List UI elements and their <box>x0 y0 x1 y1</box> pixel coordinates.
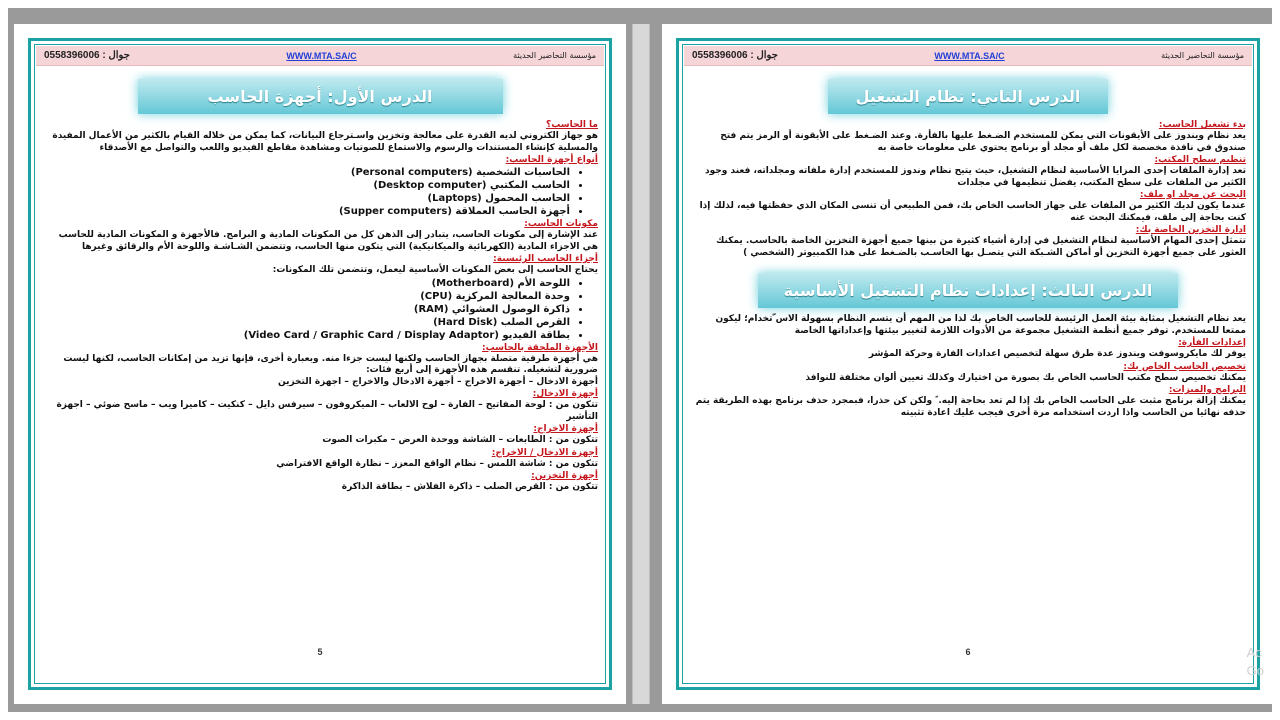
list-item: • الحاسب المكتبي (Desktop computer) <box>42 179 570 192</box>
section-heading: بدء تشغيل الحاسب: <box>1158 120 1246 130</box>
list-item: • أجهزة الحاسب العملاقة (Supper computers) <box>42 205 570 218</box>
section-heading: الأجهزة الملحقة بالحاسب: <box>482 342 598 353</box>
paragraph: تتكون من : الطابعات – الشاشة ووحدة العرض – مكبرات الصوت <box>322 435 598 445</box>
section-heading: تنظيم سطح المكتب: <box>1154 155 1246 165</box>
paragraph: يمكنك إزالة برنامج مثبت على الحاسب الخاص بك إذا لم تعد بحاجة إليه. ً ولكن كن حذرا، فبمجرد حذف برنامج بهذه الطريقة يتم حذفه نهائيا من الحاسب واذا اردت استخدامه مرة أخرى فيجب عليك اعادة تثبيته <box>695 396 1246 418</box>
header-org: مؤسسة التحاضير الحديثة <box>513 51 596 60</box>
book-spine <box>632 24 650 704</box>
page-number: 6 <box>965 647 971 657</box>
page-6 <box>662 24 1274 704</box>
page-header <box>684 46 1252 66</box>
activation-watermark: Ac Go <box>1246 645 1264 678</box>
paragraph: هو جهاز الكتروني لديه القدرة على معالجة وتخزين واسـترجاع البيانات، كما يمكن من خلاله القيام بالكثير من الأعمال المفيدة والمسلية كإنشاء المستندات والرسوم والاستماع للصوتيات ومشاهدة مقاطع الفيديو واللعب والتواصل مع الأصدقاء <box>52 131 598 153</box>
paragraph: يعد نظام التشغيل بمثابة بيئة العمل الرئيسة للحاسب الخاص بك لذا من المهم أن يتسم النظام بسهولة الاس ّتخدام؛ ليكون ممتعا للمستخدم. توفر جميع أنظمة التشغيل مجموعة من الأدوات اللازمة لتغيير بيئتها وإعداداتها الخاصة <box>715 314 1246 336</box>
page-header <box>36 46 604 66</box>
document-viewer <box>8 8 1272 712</box>
lesson-title: الدرس الأول: أجهزة الحاسب <box>138 79 503 114</box>
lesson-title: الدرس الثالث: إعدادات نظام التشغيل الأساسية <box>758 273 1178 308</box>
section-heading: مكونات الحاسب: <box>524 219 598 229</box>
list-item: • الحاسب المحمول (Laptops) <box>42 192 570 205</box>
list-item: • وحدة المعالجة المركزية (CPU) <box>42 290 570 303</box>
main-parts-list <box>42 277 598 342</box>
section-heading: البرامج والميزات: <box>1168 385 1246 395</box>
section-heading: أجهزة الادخال: <box>532 389 598 399</box>
section-heading: أجهزة التخزين: <box>531 471 598 481</box>
section-heading: أنواع أجهزة الحاسب: <box>505 155 598 165</box>
page-number: 5 <box>317 647 323 657</box>
paragraph: تعد إدارة الملفات إحدى المزايا الأساسية لنظام التشغيل، حيث يتيح نظام وندوز للمستخدم إدارة ملفاته ومجلداته، فعند وجود الكثير من الملفات على سطح المكتب، يفضل تنظيمها في مجلدات <box>705 166 1246 188</box>
list-item: • الحاسبات الشخصية (Personal computers) <box>42 166 570 179</box>
page-border <box>676 38 1260 690</box>
paragraph: تتكون من : لوحة المفاتيح – الفارة – لوح الالعاب – الميكروفون – سيرفس دايل – كنكيت – كاميرا ويب – ماسح ضوئي – اجهزة التأشير <box>56 400 598 422</box>
paragraph: يعد نظام ويندوز على الأيقونات التي يمكن للمستخدم الضـغط عليها بالفأرة. وعند الضـغط على الأيقونة أو الرمز يتم فتح صندوق في نافذة مخصصة لكل ملف أو مجلد أو برنامج يحتوي على معلومات خاصة به <box>720 131 1246 153</box>
section-heading: البحث عن مجلد او ملف: <box>1139 190 1246 200</box>
section-heading: أجزاء الحاسب الرئيسية: <box>493 254 598 264</box>
paragraph: يمكنك تخصيص سطح مكتب الحاسب الخاص بك بصورة من اختيارك وكذلك تعيين ألوان مختلفة للنوافذ <box>805 372 1246 383</box>
section-heading: ادارة التخزين الخاصة بك: <box>1135 225 1246 235</box>
paragraph: عندما يكون لديك الكثير من الملفات على جهاز الحاسب الخاص بك، فمن الطبيعي أن تنسى المكان الذي حفظتها فيه، لذلك إذا كنت بحاجة إلى ملف، فيمكنك البحث عنه <box>699 201 1246 223</box>
computer-types-list <box>42 166 598 218</box>
page-content <box>684 71 1252 637</box>
section-heading: تخصيص الحاسب الخاص بك: <box>1123 361 1246 372</box>
header-url-link[interactable]: WWW.MTA.SA/C <box>934 50 1005 61</box>
paragraph: يحتاج الحاسب إلى بعض المكونات الأساسية ليعمل، وتتضمن تلك المكونات: <box>272 265 598 275</box>
section-heading: إعدادات الفأرة: <box>1178 338 1246 348</box>
list-item: • اللوحة الأم (Motherboard) <box>42 277 570 290</box>
page-5 <box>14 24 626 704</box>
paragraph: أجهزة الادخال – أجهزة الاخراج – أجهزة الادخال والاخراج – اجهزة التخزين <box>277 376 598 387</box>
paragraph: عند الإشارة إلى مكونات الحاسب، يتبادر إلى الذهن كل من المكونات المادية و البرامج. فالأجهزة و المكونات المادية للحاسب هي الاجزاء المادية (الكهربائية والميكانيكية) التي يتكون منها الحاسب، وتتضمن الشـاشـة واللوحة الأم والرقائق وغيرها <box>58 230 598 252</box>
header-org: مؤسسة التحاضير الحديثة <box>1161 51 1244 60</box>
list-item: • ذاكرة الوصول العشوائي (RAM) <box>42 303 570 316</box>
paragraph: هي أجهزة طرفية متصلة بجهاز الحاسب ولكنها ليست جزءا منه. وبعبارة أخرى، فإنها تزيد من إمكانات الحاسب، لكنها ليست ضرورية لتشغيله. تنقسم هذه الأجهزة إلى أربع فئات: <box>63 353 598 375</box>
lesson-title: الدرس الثاني: نظام التشغيل <box>828 79 1108 114</box>
page-content <box>36 71 604 637</box>
header-phone: جوال : 0558396006 <box>692 50 778 61</box>
paragraph: تتمثل إحدى المهام الأساسية لنظام التشغيل في إدارة أشياء كثيرة من بينها جميع أجهزة التخزين الخاصة بالحاسب. يمكنك العثور على جميع أجهزة التخزين أو أماكن الشـبكة التي يتصـل بها الحاسـب بالضـغط على هذا الكمبيوتر (الشخصي ) <box>716 236 1246 258</box>
page-border <box>28 38 612 690</box>
header-phone: جوال : 0558396006 <box>44 50 130 61</box>
paragraph: يوفر لك مايكروسوفت ويندوز عدة طرق سهلة لتخصيص اعدادات الفارة وحركة المؤشر <box>868 349 1246 359</box>
section-heading: ما الحاسب؟ <box>545 120 598 130</box>
list-item: • القرص الصلب (Hard Disk) <box>42 316 570 329</box>
list-item: • بطاقة الفيديو (Video Card / Graphic Card / Display Adaptor) <box>42 329 570 342</box>
header-url-link[interactable]: WWW.MTA.SA/C <box>286 50 357 61</box>
section-heading: أجهزة الادخال / الاخراج: <box>491 447 598 458</box>
paragraph: تتكون من : شاشة اللمس – نظام الواقع المعزز – نظارة الواقع الافتراضي <box>276 458 598 469</box>
section-heading: أجهزة الاخراج: <box>533 424 598 434</box>
paragraph: تتكون من : القرص الصلب – ذاكرة الفلاش – بطاقة الذاكرة <box>341 482 598 492</box>
